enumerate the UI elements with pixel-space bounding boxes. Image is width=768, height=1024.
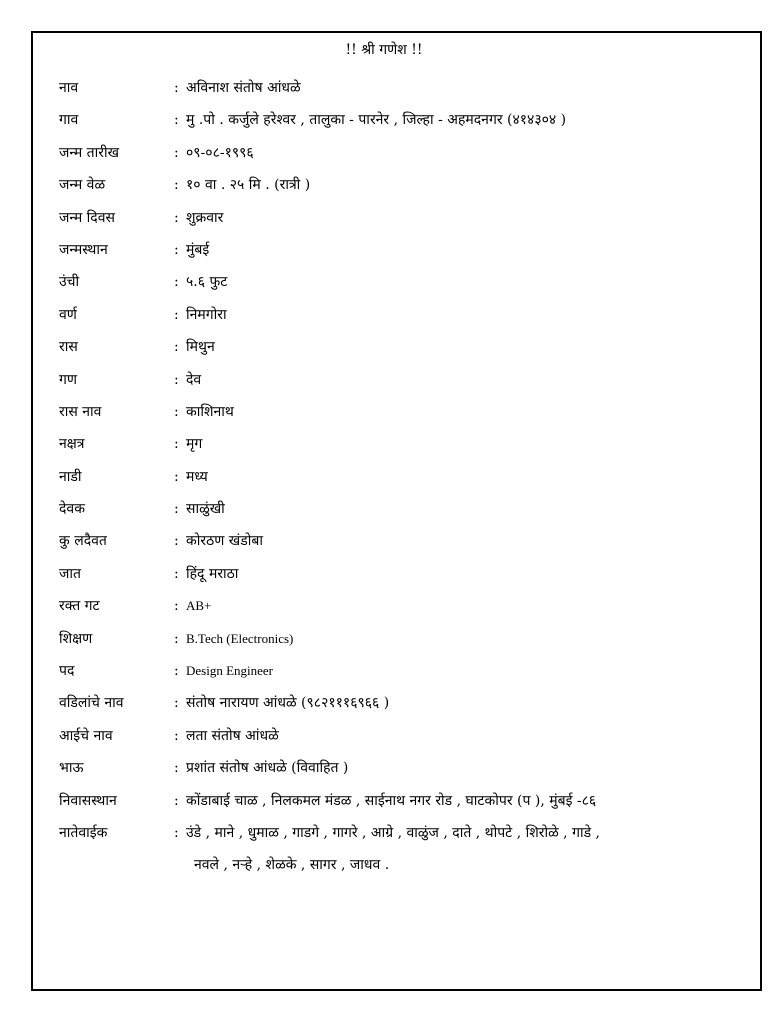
field-value: लता संतोष आंधळे [186, 727, 279, 744]
field-label: रक्त गट [59, 598, 100, 615]
field-row-village [59, 108, 739, 140]
field-colon: : [174, 436, 179, 453]
field-row-nakshatra [59, 432, 739, 464]
field-colon: : [174, 112, 179, 129]
field-label: आईचे नाव [59, 727, 113, 744]
field-label: भाऊ [59, 760, 84, 777]
field-label: नाडी [59, 468, 82, 485]
field-label: जन्म दिवस [59, 209, 115, 226]
field-row-height [59, 270, 739, 302]
field-value: कोरठण खंडोबा [186, 533, 263, 550]
field-colon: : [174, 695, 179, 712]
field-row-rashi-name [59, 400, 739, 432]
field-value: निमगोरा [186, 306, 227, 323]
field-row-devak [59, 497, 739, 529]
field-colon: : [174, 177, 179, 194]
field-row-residence [59, 789, 739, 821]
field-value: ०९-०८-१९९६ [186, 144, 254, 161]
relatives-line-1: उंडे , माने , धुमाळ , गाडगे , गागरे , आग्रे , वाळुंज , दाते , थोपटे , शिरोळे , गाडे , [186, 824, 600, 841]
field-row-father-name [59, 691, 739, 723]
field-value: Design Engineer [186, 663, 274, 679]
field-label: रास नाव [59, 403, 102, 420]
field-colon: : [174, 241, 179, 258]
field-colon: : [174, 727, 179, 744]
field-row-designation [59, 659, 739, 691]
field-value [186, 821, 739, 877]
field-value: B.Tech (Electronics) [186, 630, 294, 646]
field-value: १० वा . २५ मि . (रात्री ) [186, 177, 311, 194]
field-label: जन्म वेळ [59, 177, 106, 194]
field-colon: : [174, 274, 179, 291]
field-label: गाव [59, 112, 79, 129]
field-value: हिंदू मराठा [186, 565, 239, 582]
field-label: देवक [59, 501, 85, 518]
field-row-birth-time [59, 173, 739, 205]
field-value: AB+ [186, 598, 212, 614]
field-row-birth-place [59, 238, 739, 270]
field-row-mother-name [59, 724, 739, 756]
field-value: ५.६ फुट [186, 274, 228, 291]
field-colon: : [174, 403, 179, 420]
field-row-caste [59, 562, 739, 594]
field-value: शुक्रवार [186, 209, 224, 226]
field-row-name [59, 76, 739, 108]
field-label: कु लदैवत [59, 533, 107, 550]
field-row-education [59, 627, 739, 659]
field-colon: : [174, 80, 179, 96]
field-label: नातेवाईक [59, 824, 108, 841]
relatives-line-2: नवले , नऱ्हे , शेळके , सागर , जाधव . [194, 856, 390, 873]
field-label: नाव [59, 80, 79, 96]
field-label: उंची [59, 274, 80, 291]
field-row-nadi [59, 465, 739, 497]
biodata-fields [59, 76, 739, 877]
field-value: मध्य [186, 468, 208, 485]
field-value: मिथुन [186, 339, 215, 356]
field-colon: : [174, 339, 179, 356]
field-value: कोंडाबाई चाळ , निलकमल मंडळ , साईनाथ नगर रोड , घाटकोपर (प ), मुंबई -८६ [186, 792, 597, 809]
field-value: देव [186, 371, 202, 388]
field-value: मु .पो . कर्जुले हरेश्वर , तालुका - पारनेर , जिल्हा - अहमदनगर (४१४३०४ ) [186, 112, 567, 129]
field-label: गण [59, 371, 78, 388]
field-colon: : [174, 501, 179, 518]
field-value: प्रशांत संतोष आंधळे (विवाहित ) [186, 760, 349, 777]
field-colon: : [174, 468, 179, 485]
field-label: निवासस्थान [59, 792, 117, 809]
field-label: वर्ण [59, 306, 77, 323]
field-row-birth-day [59, 206, 739, 238]
field-colon: : [174, 565, 179, 582]
field-colon: : [174, 663, 179, 680]
field-colon: : [174, 306, 179, 323]
field-value: काशिनाथ [186, 403, 234, 420]
field-row-rashi [59, 335, 739, 367]
field-colon: : [174, 792, 179, 809]
page-header: !! श्री गणेश !! [345, 42, 423, 58]
field-row-brother [59, 756, 739, 788]
field-label: शिक्षण [59, 630, 93, 647]
field-colon: : [174, 598, 179, 615]
field-row-relatives [59, 821, 739, 877]
field-row-gan [59, 368, 739, 400]
field-label: जन्मस्थान [59, 241, 108, 258]
field-value: साळुंखी [186, 501, 225, 518]
field-colon: : [174, 630, 179, 647]
field-value: संतोष नारायण आंधळे (९८२१११६९६६ ) [186, 695, 390, 712]
field-colon: : [174, 533, 179, 550]
field-row-complexion [59, 303, 739, 335]
field-label: रास [59, 339, 78, 356]
field-row-birth-date [59, 141, 739, 173]
field-colon: : [174, 824, 179, 841]
field-label: नक्षत्र [59, 436, 85, 453]
field-value: मुंबई [186, 241, 210, 258]
field-value: मृग [186, 436, 203, 453]
field-colon: : [174, 760, 179, 777]
field-label: वडिलांचे नाव [59, 695, 124, 712]
field-colon: : [174, 144, 179, 161]
field-colon: : [174, 371, 179, 388]
field-label: जात [59, 565, 81, 582]
field-row-blood-group [59, 594, 739, 626]
field-label: पद [59, 663, 75, 680]
field-value: अविनाश संतोष आंधळे [186, 80, 301, 96]
field-colon: : [174, 209, 179, 226]
field-row-kuldaivat [59, 529, 739, 561]
field-label: जन्म तारीख [59, 144, 120, 161]
